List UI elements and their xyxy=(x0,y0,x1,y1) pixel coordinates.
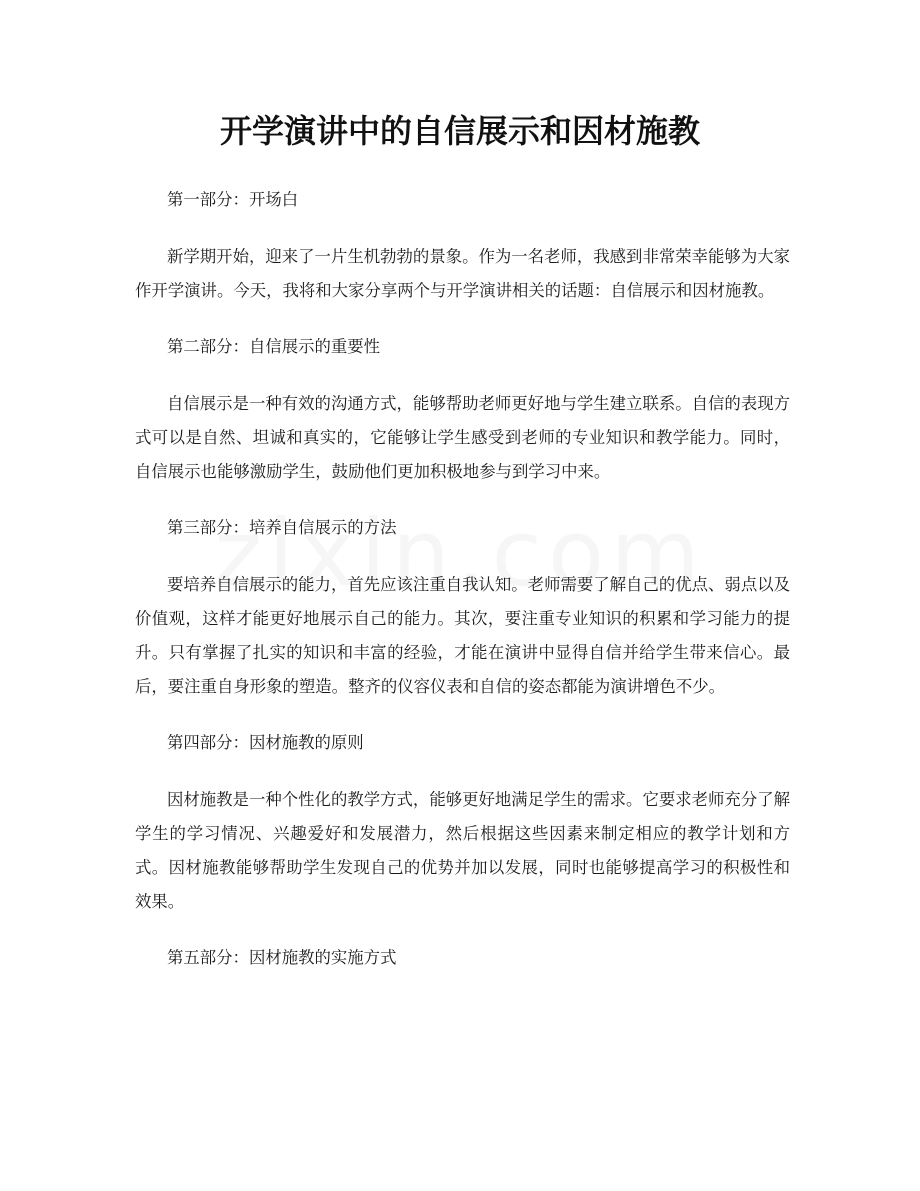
section-paragraph-4: 因材施教是一种个性化的教学方式，能够更好地满足学生的需求。它要求老师充分了解学生的学习情况、兴趣爱好和发展潜力，然后根据这些因素来制定相应的教学计划和方式。因材施教能够帮助学生发现自己的优势并加以发展，同时也能够提高学习的积极性和效果。 xyxy=(135,790,790,911)
section-heading-1: 第一部分：开场白 xyxy=(167,190,299,209)
section-paragraph-2: 自信展示是一种有效的沟通方式，能够帮助老师更好地与学生建立联系。自信的表现方式可以是自然、坦诚和真实的，它能够让学生感受到老师的专业知识和教学能力。同时，自信展示也能够激励学生，鼓励他们更加积极地参与到学习中来。 xyxy=(135,394,790,481)
document-body xyxy=(135,183,790,975)
section-paragraph-3: 要培养自信展示的能力，首先应该注重自我认知。老师需要了解自己的优点、弱点以及价值观，这样才能更好地展示自己的能力。其次，要注重专业知识的积累和学习能力的提升。只有掌握了扎实的知识和丰富的经验，才能在演讲中显得自信并给学生带来信心。最后，要注重自身形象的塑造。整齐的仪容仪表和自信的姿态都能为演讲增色不少。 xyxy=(135,575,790,696)
section-heading-4: 第四部分：因材施教的原则 xyxy=(167,733,364,752)
section-paragraph-1: 新学期开始，迎来了一片生机勃勃的景象。作为一名老师，我感到非常荣幸能够为大家作开学演讲。今天，我将和大家分享两个与开学演讲相关的话题：自信展示和因材施教。 xyxy=(135,247,790,300)
section-heading-5: 第五部分：因材施教的实施方式 xyxy=(167,948,397,967)
document-title: 开学演讲中的自信展示和因材施教 xyxy=(219,112,700,150)
section-heading-2: 第二部分：自信展示的重要性 xyxy=(167,337,381,356)
section-heading-3: 第三部分：培养自信展示的方法 xyxy=(167,518,397,537)
